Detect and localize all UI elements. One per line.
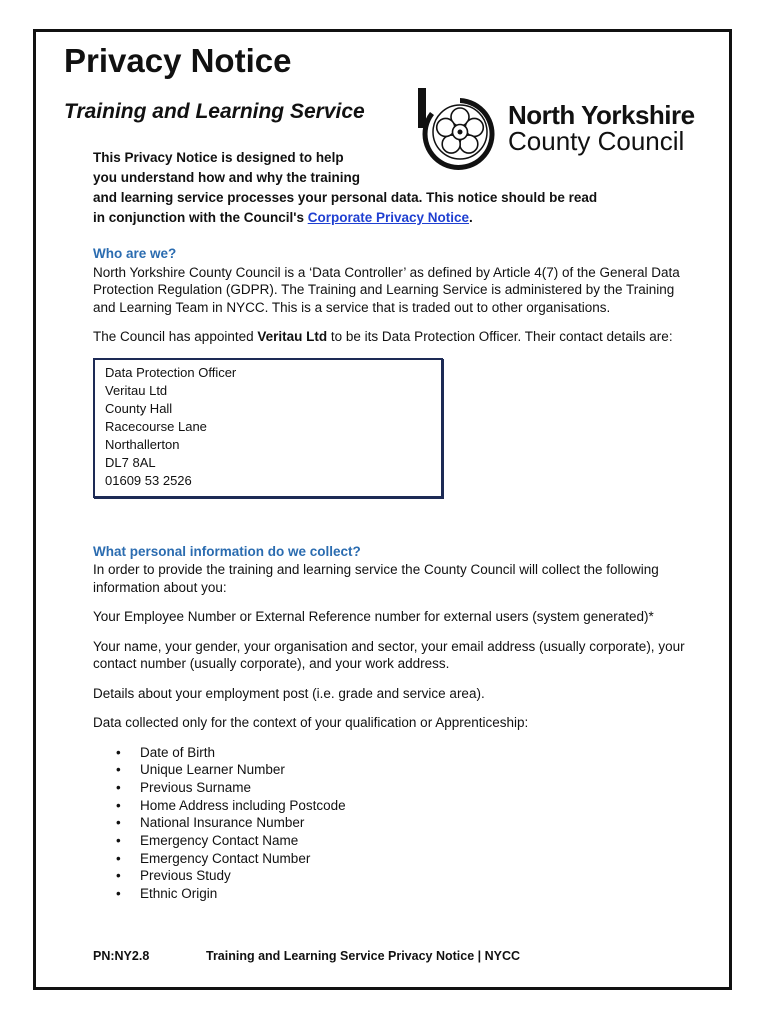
- intro-line: you understand how and why the training: [93, 170, 361, 185]
- dpo-paragraph: [93, 328, 693, 346]
- dpo-contact-box: [93, 358, 443, 498]
- list-item: • Home Address including Postcode: [140, 797, 693, 815]
- intro-paragraph: [93, 148, 693, 228]
- who-paragraph: North Yorkshire County Council is a ‘Data Controller’ as defined by Article 4(7) of the General Data Protection Regulation (GDPR). The Training and Learning Service is administered by the Training and Learning Team in NYCC. This is a service that is traded out to other organisations.: [93, 264, 680, 315]
- list-item: • Ethnic Origin: [140, 885, 693, 903]
- intro-line-prefix: in conjunction with the Council's: [93, 210, 308, 225]
- intro-line: This Privacy Notice is designed to help: [93, 150, 344, 165]
- list-item: • Emergency Contact Number: [140, 850, 693, 868]
- collect-heading: What personal information do we collect?: [93, 543, 361, 559]
- collect-paragraph: Data collected only for the context of your qualification or Apprenticeship:: [93, 715, 529, 730]
- footer-title: Training and Learning Service Privacy Notice | NYCC: [206, 949, 521, 963]
- collect-paragraph: Your name, your gender, your organisation and sector, your email address (usually corporate), your contact number (usually corporate), and your work address.: [93, 638, 685, 671]
- list-item: • Unique Learner Number: [140, 761, 693, 779]
- page-subtitle: Training and Learning Service: [64, 100, 365, 123]
- list-item: • Date of Birth: [140, 744, 693, 762]
- who-are-we-heading: Who are we?: [93, 246, 177, 261]
- page-footer: [93, 949, 520, 963]
- list-item: • Previous Study: [140, 867, 693, 885]
- corporate-privacy-notice-link[interactable]: Corporate Privacy Notice: [307, 210, 470, 225]
- contact-line: Veritau Ltd: [105, 382, 168, 398]
- logo-text-north-yorkshire: North Yorkshire: [508, 100, 695, 130]
- main-content: [93, 245, 693, 903]
- collect-paragraph: Details about your employment post (i.e. grade and service area).: [93, 685, 485, 701]
- list-item: • Previous Surname: [140, 779, 693, 797]
- collect-paragraph: In order to provide the training and learning service the County Council will collect the following information about you:: [93, 562, 659, 595]
- qualification-data-list: [93, 744, 693, 903]
- contact-line: Northallerton: [105, 436, 180, 452]
- intro-line-suffix: .: [469, 210, 473, 225]
- dpo-suffix: to be its Data Protection Officer. Their contact details are:: [327, 329, 673, 344]
- intro-line: and learning service processes your personal data. This notice should be read: [93, 190, 598, 205]
- collect-paragraph: Your Employee Number or External Reference number for external users (system generated)*: [93, 609, 654, 624]
- dpo-name: Veritau Ltd: [257, 329, 328, 344]
- contact-line: DL7 8AL: [105, 454, 156, 470]
- list-item: • Emergency Contact Name: [140, 832, 693, 850]
- list-item: • National Insurance Number: [140, 814, 693, 832]
- dpo-prefix: The Council has appointed: [93, 329, 258, 344]
- footer-reference: PN:NY2.8: [93, 949, 150, 963]
- logo-text-county-council: County Council: [508, 126, 685, 156]
- intro-line: [93, 208, 693, 228]
- page-title: Privacy Notice: [64, 42, 292, 79]
- contact-line: Data Protection Officer: [105, 364, 237, 380]
- contact-line: Racecourse Lane: [105, 418, 207, 434]
- contact-phone: 01609 53 2526: [105, 472, 192, 488]
- contact-line: County Hall: [105, 400, 173, 416]
